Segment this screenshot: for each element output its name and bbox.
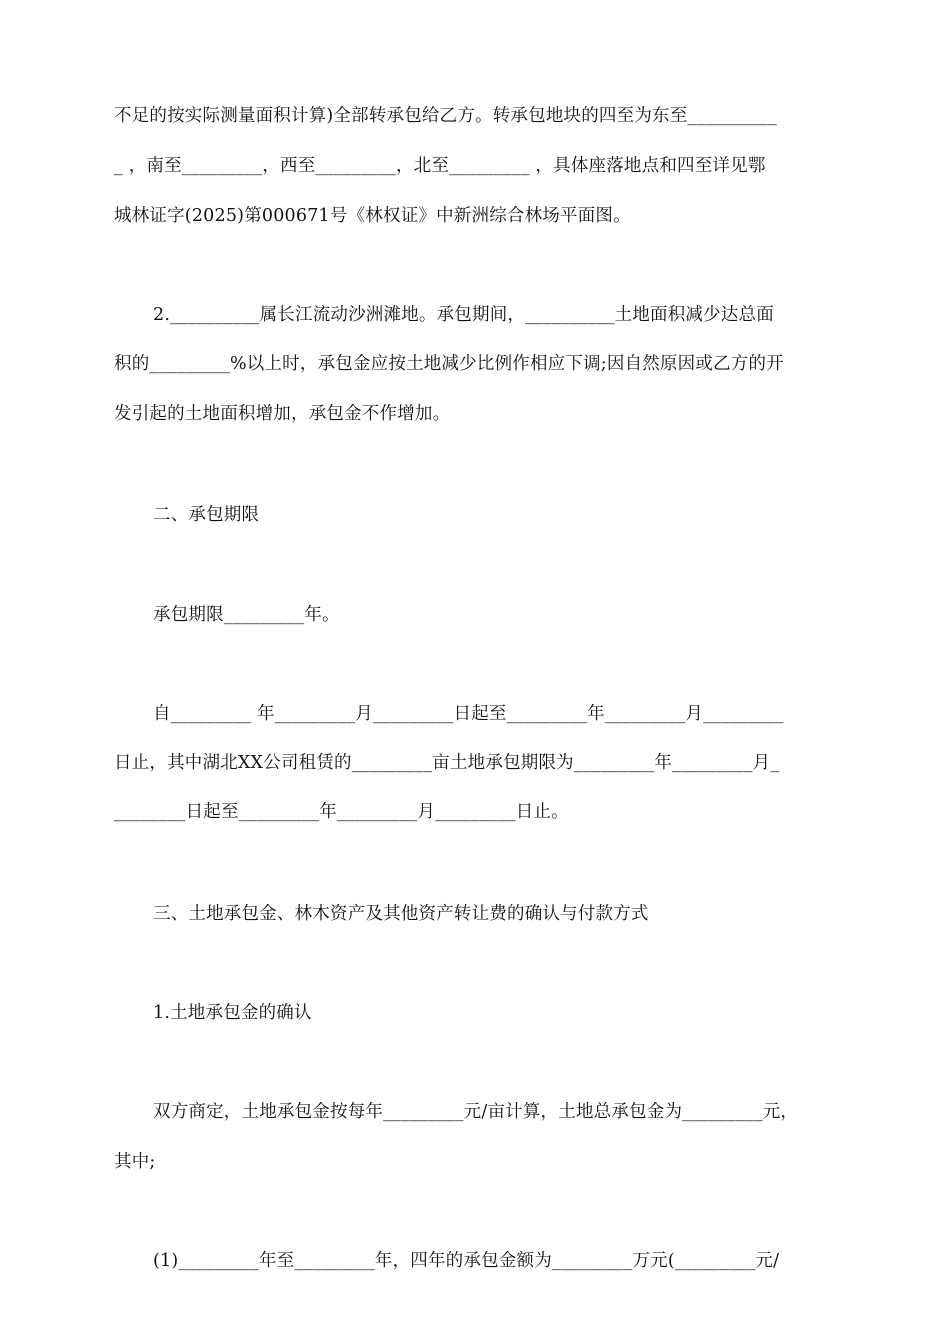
text-line: 城林证字(2025)第000671号《林权证》中新洲综合林场平面图。 bbox=[114, 206, 631, 226]
subsection-heading: 1.土地承包金的确认 bbox=[153, 1003, 312, 1023]
text-line: 承包期限_________年。 bbox=[153, 605, 340, 625]
text-line: 不足的按实际测量面积计算)全部转承包给乙方。转承包地块的四至为东至__________ bbox=[114, 106, 777, 126]
text-line: (1)_________年至_________年，四年的承包金额为_________万元(_________元/ bbox=[153, 1251, 780, 1271]
text-line: 2.__________属长江流动沙洲滩地。承包期间，__________土地面积减少达总面 bbox=[153, 305, 774, 325]
text-line: 日止，其中湖北XX公司租赁的_________亩土地承包期限为_________年_________月_ bbox=[114, 753, 780, 773]
text-line: 积的_________%以上时，承包金应按土地减少比例作相应下调;因自然原因或乙方的开 bbox=[114, 354, 784, 374]
section-heading: 三、土地承包金、林木资产及其他资产转让费的确认与付款方式 bbox=[153, 904, 649, 924]
text-line: 其中; bbox=[114, 1152, 156, 1172]
text-line: 自_________ 年_________月_________日起至_________年_________月_________ bbox=[153, 704, 784, 724]
text-line: 发引起的土地面积增加，承包金不作增加。 bbox=[114, 404, 451, 424]
section-heading: 二、承包期限 bbox=[153, 505, 260, 525]
text-line: ________日起至_________年_________月_________日止。 bbox=[114, 802, 569, 822]
text-line: 双方商定，土地承包金按每年_________元/亩计算，土地总承包金为_________元， bbox=[153, 1102, 799, 1122]
text-line: _ ，南至_________，西至_________，北至_________ ，具体座落地点和四至详见鄂 bbox=[114, 156, 766, 176]
